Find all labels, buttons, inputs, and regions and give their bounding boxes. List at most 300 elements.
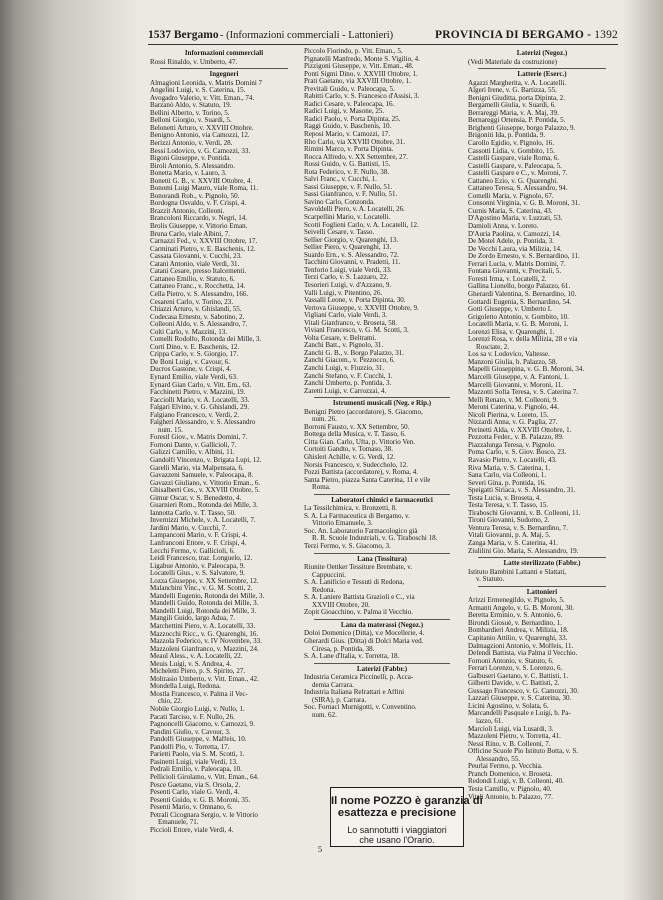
section-divider [314, 663, 450, 664]
directory-entry: Marchettini Piero, v. A. Locatelli, 33. [150, 623, 256, 631]
province-name: PROVINCIA DI BERGAMO - [434, 29, 592, 41]
directory-entry: Salvi Franc., v. Cucchi, 1. [304, 176, 377, 184]
directory-entry: R. R. Scuole Industriali, v. G. Tiraboschi 18. [312, 535, 438, 543]
directory-entry: Galizzi Camillo, v. Albini, 11. [150, 449, 235, 457]
directory-entry: Meroni Caterina, v. Pignolo, 44. [468, 404, 559, 412]
directory-entry: Leidi Francesco, traz. Longuelo, 12. [150, 555, 253, 563]
directory-entry: Gandolfi Vincenzo, v. Brigata Lupi, 12. [150, 456, 262, 464]
directory-entry: Cattaneo Emilio, v. Statuto, 6. [150, 275, 235, 283]
directory-entry: Rosciate, 2. [476, 343, 510, 351]
directory-entry: Bonetta Mario, v. Lauro, 3. [150, 170, 227, 178]
directory-entry: La Tessilchimica, v. Bronzetti, 8. [304, 505, 397, 513]
directory-entry: Damioli Anna, v. Loreto. [468, 223, 539, 231]
directory-entry: Fornoni Dante, v. Gallicioli, 7. [150, 441, 237, 449]
directory-entry: Catani Antonio, viale Verdi, 31. [150, 260, 240, 268]
directory-entry: Soc. An. Laboratorio Farmacologico già [304, 527, 418, 535]
directory-entry: Testa Camillo, v. Pignolo, 40. [468, 785, 552, 793]
directory-entry: Piazzalunga Teresa, v. Pignolo. [468, 441, 556, 449]
directory-entry: Bonorandi Rob., v. Pignolo, 50. [150, 192, 240, 200]
directory-entry: Tenforio Luigi, viale Verdi, 33. [304, 266, 392, 274]
directory-entry: De Motel Adele, p. Pontida, 3. [468, 238, 554, 246]
directory-entry: Cattaneo Ezio, v. G. Quarenghi. [468, 177, 558, 185]
directory-entry: Rho Carlo, via XXVIII Ottobre, 31. [304, 138, 405, 146]
directory-entry: Crippa Carlo, v. S. Giorgio, 17. [150, 351, 239, 359]
directory-entry: Ziulilini Gio. Maria, S. Alessandro, 19. [468, 547, 579, 555]
directory-entry: num. 62. [312, 711, 337, 719]
directory-entry: Bellini Alberto, v. Torino, 5. [150, 109, 230, 117]
directory-entry: Raggi Guido, v. Baschenis, 10. [304, 123, 392, 131]
directory-entry: Cassotti Lidia, v. Gombito, 15. [468, 147, 555, 155]
directory-entry: Lorenzi Rosa, v. della Milizia, 28 e via [468, 336, 578, 344]
directory-entry: Brancoloni Riccardo, v. Negri, 14. [150, 215, 247, 223]
directory-entry: Ponti Sigmi Dino, v. XXVIII Ottobre, 1. [304, 70, 418, 78]
directory-entry: Falgari Elvino, v. G. Ghislandi, 29. [150, 404, 249, 412]
directory-entry: S. A. Lane d'Italia, v. Torretta, 18. [304, 653, 400, 661]
directory-entry: Mondella Luigi, Redona. [150, 683, 221, 691]
directory-entry: Bordogna Osvaldo, v. F. Crispi, 4. [150, 200, 247, 208]
directory-entry: Mazzotti Sofia Teresa, v. S. Caterina 7. [468, 389, 579, 397]
directory-entry: Manzoni Giulia, b. Palazzo, 58. [468, 358, 558, 366]
directory-entry: Riunite Oettker Tessiture Brembate, v. [304, 564, 413, 572]
directory-entry: Arizzi Ermenegildo, v. Pignolo, 5. [468, 597, 565, 605]
directory-entry: Armanti Angelo, v. G. B. Moroni, 30. [468, 604, 575, 612]
directory-entry: (Vedi Materiale da costruzione) [468, 58, 558, 66]
directory-entry: Micheletti Piero, p. S. Spirito, 27. [150, 668, 246, 676]
directory-entry: Scotti Foglieni Carlo, v. A. Locatelli, 12. [304, 221, 419, 229]
directory-entry: Gavazzeni Samuele, v. Paleocapa, 8. [150, 472, 254, 480]
directory-entry: Citta Gian. Carlo, Ufta, p. Vittorio Ven. [304, 438, 416, 446]
directory-entry: Rota Federico, v. F. Nullo, 38. [304, 168, 390, 176]
directory-entry: Rabitti Carlo, v. S. Francesco d'Assisi, 3. [304, 93, 420, 101]
directory-entry: Bombardieri Andrea, v. Milizia, 18. [468, 627, 569, 635]
ad-line-2: esattezza e precisione [337, 807, 457, 819]
directory-entry: Tiraboschi Giovanni, v. B. Colleoni, 11. [468, 509, 581, 517]
directory-entry: Bernareggi Ortensia, P. Pontida, 5. [468, 117, 566, 125]
directory-entry: Gussago Francesco, v. G. Camozzi, 30. [468, 687, 579, 695]
directory-entry: Pasinetti Luigi, viale Verdi, 13. [150, 758, 238, 766]
directory-entry: Lorenzi Elisa, v. Quarenghi, 1. [468, 328, 555, 336]
section-heading: Istrumenti musicali (Neg. e Rip.) [332, 399, 432, 408]
directory-entry: Catani Cesare, presso Italcementi. [150, 268, 247, 276]
ad-line-3: Lo sannotutti i viaggiatori [347, 825, 447, 835]
directory-entry: Zanchi G. B., v. Borgo Palazzo, 31. [304, 349, 405, 357]
directory-entry: Redondi Luigi, v. B. Colleoni, 40. [468, 778, 564, 786]
directory-entry: Castelli Gaspare e C., v. Moroni, 7. [468, 170, 568, 178]
directory-entry: Birondi Giosuè, v. Bernardino, 1. [468, 619, 562, 627]
directory-entry: Tesorieri Luigi, v. d'Azzano, 9. [304, 281, 392, 289]
page-header [148, 28, 618, 45]
directory-entry: Redona. [312, 586, 336, 594]
directory-entry: Bergamelli Giulia, v. Suardi, 6. [468, 102, 556, 110]
directory-entry: Zaretti Luigi, v. Carrozzai, 4. [304, 387, 387, 395]
directory-entry: Guarnieri Rom., Rotonda dei Mille, 3. [150, 502, 258, 510]
directory-entry: Chiazzi Arturo, v. Ghislandi, 55. [150, 306, 242, 314]
directory-entry: Pignatelli Manfredo, Monte S. Vigilio, 4. [304, 55, 420, 63]
directory-entry: Terzi Fermo, v. S. Giacomo, 3. [304, 543, 391, 550]
directory-entry: Perinetti Alda, v. XXVIII Ottobre, 1. [468, 426, 572, 434]
directory-entry: Consonni Virginia, v. G. B. Moroni, 31. [468, 200, 581, 208]
directory-entry: Terzi Carlo, v. S. Lazzaro, 22. [304, 274, 389, 282]
directory-entry: Mostla Francesco, v. Palma il Vec- [150, 690, 248, 698]
directory-entry: Defendi Battista, via Palma il Vecchio. [468, 650, 578, 658]
directory-entry: Benigni Giuditta, porta Dipinta, 2. [468, 94, 565, 102]
directory-entry: num. 15. [158, 426, 183, 434]
section-heading: Ingegneri [209, 70, 239, 79]
directory-entry: Rocca Alfredo, v. XX Settembre, 27. [304, 153, 408, 161]
directory-entry: S. A. Laniere Battista Grazioli e C., via [304, 594, 415, 602]
directory-entry: Curnis Maria, S. Caterina, 43. [468, 207, 553, 215]
directory-entry: demia Carrara. [312, 681, 354, 689]
directory-entry: Mangili Guido, largo Adua, 7. [150, 615, 236, 623]
directory-entry: Ferrari Lucia, v. Matris Domini, 7. [468, 260, 566, 268]
directory-entry: Mapelli Giuseppina, v. G. B. Moroni, 34. [468, 366, 585, 374]
directory-entry: Pagnoncelli Giacomo, v. Camozzi, 9. [150, 721, 255, 729]
directory-entry: Zanchi Stefano, v. F. Cucchi, 1. [304, 372, 393, 380]
directory-entry: Vitali Giovanni, p. A. Maj, 5. [468, 532, 551, 540]
directory-entry: Pedrali Emilio, v. Paleocapa, 10. [150, 766, 242, 774]
column-2 [304, 48, 460, 894]
directory-entry: Berizzi Antonio, v. Verdi, 28. [150, 140, 233, 148]
directory-entry: Forestl Giov., v. Matris Domini, 7. [150, 434, 248, 442]
directory-entry: Pacati Tarciso, v. F. Nullo, 26. [150, 713, 235, 721]
directory-entry: Nizzardi Anna, v. G. Paglia, 27. [468, 419, 558, 427]
page-edge-shadow-right [623, 0, 663, 900]
directory-entry: Zanchi Batt., v. Pignolo, 31. [304, 342, 384, 350]
directory-entry: Vivianl Francesco, v. G. M. Scotti, 3. [304, 327, 409, 335]
directory-entry: Codecasa Ernesto, v. Sabotino, 2. [150, 313, 245, 321]
directory-entry: Benigni Pietro (accordatore), S. Giacomo, [304, 408, 423, 416]
directory-entry: Vigliani Carlo, viale Verdi, 3. [304, 312, 388, 320]
page-edge-shadow [0, 0, 140, 900]
directory-entry: Gotti Giuseppe, v. Umberto I. [468, 306, 552, 314]
directory-entry: Reposi Mario, v. Camozzi, 17. [304, 131, 391, 139]
directory-entry: Officine Scuole Pio Istituto Botta, v. S. [468, 748, 579, 756]
directory-entry: Prati Gaetano, via XXVIII Ottobre, 1. [304, 78, 411, 86]
ad-line-4: che usano l'Orario. [359, 835, 435, 845]
section-divider [160, 68, 288, 69]
directory-entry: Savino Carlo, Conzonda. [304, 198, 375, 206]
directory-entry: Gavazzi Giuliano, v. Vittorio Eman., 6. [150, 479, 261, 487]
directory-entry: Pozzi Battista (accordatore), v. Roma, 4. [304, 469, 419, 477]
directory-entry: S. A. Lanificio e Tessuti di Redona, [304, 579, 405, 587]
directory-entry: Bruna Carlo, viale Albini, 7. [150, 230, 231, 238]
directory-entry: Cortoiti Gandto, v. Tomaso, 38. [304, 446, 393, 454]
directory-entry: Ventura Teresa, v. S. Bernardino, 7. [468, 524, 568, 532]
section-heading: Lattonieri [526, 587, 558, 596]
directory-entry: Comelli Maria, v. Pignolo, 67. [468, 192, 554, 200]
directory-entry: Bigoni Giuseppe, v. Pontida. [150, 155, 231, 163]
directory-entry: De Zordo Ernesto, v. S. Bernardino, 11. [468, 253, 580, 261]
directory-entry: Falgheri Alessandro, v. S. Alessandro [150, 419, 256, 427]
directory-entry: Facciolli Mario, v. A. Locatelli, 33. [150, 396, 250, 404]
directory-entry: Bonetti G. B., v. XXVIII Ottobre, 4. [150, 177, 253, 185]
directory-entry: Agazzi Margherita, v. A. Locatelli. [468, 79, 567, 87]
directory-entry: Grigoletto Antonio, v. Gombito, 10. [468, 313, 569, 321]
directory-entry: Sassi Gianfranco, v. F. Nullo, 51. [304, 191, 398, 199]
directory-entry: Mandelli Guido, Rotonda dei Mille, 3. [150, 600, 259, 608]
directory-entry: lazzo, 61. [476, 718, 504, 726]
directory-entry: Gimur Oscar, v. S. Benedetto, 4. [150, 494, 242, 502]
section-divider [478, 68, 606, 69]
directory-entry: Lozza Giuseppe, v. XX Settembre, 12. [150, 577, 259, 585]
directory-entry: Poma Carlo, v. S. Giov. Bosco, 23. [468, 449, 567, 457]
directory-entry: Industria Italiana Refrattari e Affini [304, 689, 405, 697]
directory-entry: Industria Ceramica Piccinelli, p. Acca- [304, 674, 414, 682]
directory-entry: Carollo Egidio, v. Pignolo, 16. [468, 140, 555, 148]
section-heading: Laterizi (Fabbr.) [356, 664, 408, 673]
directory-entry: Emanuele, 71. [158, 819, 199, 827]
directory-entry: Peurlai Fermo, p. Vecchia. [468, 763, 543, 771]
directory-entry: Radici Cesare, v. Paleocapa, 16. [304, 100, 395, 108]
directory-entry: Zanchi Luigi, v. Fiuzzio, 31. [304, 364, 385, 372]
section-heading: Informazioni commerciali [184, 49, 264, 57]
column-1 [150, 48, 298, 894]
section-heading: Laterizi (Negoz.) [516, 49, 568, 57]
section-divider [314, 494, 450, 495]
directory-entry: Marcioli Luigi, via Lusardi, 3. [468, 725, 554, 733]
directory-entry: Gherardi Gius. (Ditta) di Dolci Maria ved. [304, 638, 424, 646]
directory-entry: Avogadro Valerio, v. Vitt. Eman., 74. [150, 94, 255, 102]
directory-entry: Ducros Gastone, v. Crispi, 4. [150, 366, 232, 374]
directory-entry: Locatelli Maria, v. G. B. Moroni, 1. [468, 321, 569, 329]
directory-entry: Pesenti Carlo, viale G. Verdi, 4. [150, 789, 240, 797]
directory-entry: Jardini Mario, v. Cucchi, 7. [150, 524, 228, 532]
directory-entry: Mazzocchi Ricc., v. G. Quarenghi, 16. [150, 630, 259, 638]
directory-entry: Pandolfi Giuseppe, v. Maffeis, 10. [150, 736, 247, 744]
directory-entry: Belonetti Arturo, v. XXVIII Ottobre. [150, 124, 254, 132]
directory-entry: Cattaneo Teresa, S. Alessandro, 94. [468, 185, 568, 193]
footer-number: 5 [318, 845, 322, 854]
header-year: 1392 [594, 29, 618, 41]
directory-entry: Cella Pietro, v. S. Alessandro, 166. [150, 290, 249, 298]
directory-entry: Lazzari Giuseppe, v. S. Caterina, 30. [468, 695, 572, 703]
ad-line-1: Il nome POZZO è garanzia di [331, 795, 483, 807]
directory-entry: Meaul Aless., v. A. Locatelli, 22. [150, 653, 243, 661]
directory-entry: Falgiano Francesco, v. Verdi, 2. [150, 411, 240, 419]
directory-entry: Meuis Luigi, v. S. Andrea, 4. [150, 660, 232, 668]
directory-entry: Cesareni Carlo, v. Torino, 23. [150, 298, 234, 306]
directory-entry: Colleoni Aldo, v. S. Alessandro, 7. [150, 321, 248, 329]
section-divider [478, 557, 606, 558]
section-divider [314, 553, 450, 554]
directory-entry: Nobile Giorgio Luigi, v. Nullo, 1. [150, 706, 245, 714]
directory-entry: Fontana Giovanni, v. Precitali, 5. [468, 268, 562, 276]
directory-entry: Eynard Emilio, viale Verdi, 63. [150, 373, 238, 381]
directory-entry: Petrali Cicognara Sergio, v. le Vittorio [150, 811, 258, 819]
section-heading: Latte sterilizzato (Fabbr.) [503, 559, 581, 568]
directory-entry: Los sa v. Lodovico, Valtesse. [468, 351, 550, 359]
directory-entry: Vitali Antonio, b. Palazzo, 77. [468, 793, 553, 801]
directory-entry: Vertova Giuseppe, v. XXVIII Ottobre, 9. [304, 304, 419, 312]
directory-entry: Bessi Lodovico, v. G. Camozzi, 33. [150, 147, 251, 155]
directory-entry: S. A. La Farmaceutica di Bergamo, v. [304, 512, 410, 520]
directory-entry: Almagioni Leonida, v. Matris Domini 7 [150, 79, 263, 87]
directory-entry: Ghisalberti Ces., v. XXVIII Ottobre, 5. [150, 487, 260, 495]
directory-entry: Sassi Giuseppe, v. F. Nullo, 51. [304, 183, 393, 191]
directory-entry: Brigoniti Ida, p. Pontida, 9. [468, 132, 546, 140]
directory-entry: Zanga Maria, v. S. Caterina, 41. [468, 540, 558, 547]
directory-entry: Benigno Antonio, via Camozzi, 12. [150, 132, 250, 140]
directory-entry: Pellicioli Girolamo, v. Vitt. Eman., 64. [150, 773, 259, 781]
directory-entry: Garelli Mario, via Malpensata, 6. [150, 464, 244, 472]
directory-entry: Norsis Francesco, v. Sudeccholo, 12. [304, 461, 409, 469]
directory-entry: Piccolo Fiorindo, p. Vitt. Eman., 5. [304, 48, 403, 55]
directory-entry: D'Auria Paolina, v. Camozzi, 14. [468, 230, 561, 238]
directory-entry: Mazzoleni Pietro, v. Torretta, 41. [468, 733, 561, 741]
directory-entry: Foresti Irma, v. Locatelli, 2. [468, 275, 547, 283]
directory-entry: Severi Gina, p. Pontida, 16. [468, 479, 546, 487]
directory-entry: Riva Maria, v. S. Caterina, 1. [468, 464, 551, 472]
directory-entry: Testa Teresa, v. T. Tasso, 15. [468, 502, 549, 510]
directory-entry: Brolis Giuseppe, v. Vittorio Eman. [150, 223, 248, 231]
directory-entry: Parietti Paolo, via S. M. Scotti, 1. [150, 751, 245, 759]
directory-entry: Previtali Guido, v. Paleocapa, 5. [304, 85, 395, 93]
directory-entry: Borroni Fausto, v. XX Settembre, 50. [304, 423, 410, 431]
directory-entry: Cassata Giovanni, v. Cucchi, 23. [150, 253, 242, 261]
directory-entry: Istituto Bambini Lattanti e Slattati, [468, 568, 567, 576]
directory-entry: Nicoli Pierina, v. Loreto, 15. [468, 411, 549, 419]
directory-entry: Fornoni Antonio, v. Statuto, 6. [468, 657, 554, 665]
directory-entry: Cappuccini. [312, 571, 346, 579]
directory-entry: Roma. [312, 484, 331, 492]
directory-entry: Valli Luigi, v. Pitentino, 26. [304, 289, 383, 297]
directory-entry: Castelli Gaspare, viale Roma, 6. [468, 155, 559, 163]
directory-entry: Corti Dino, v. E. Baschenis, 12. [150, 343, 240, 351]
section-divider [478, 586, 606, 587]
directory-entry: Brazzit Antonio, Colleoni. [150, 207, 225, 215]
column-3 [468, 48, 616, 894]
directory-entry: Tironi Giovanni, Sudorno, 2. [468, 517, 550, 525]
directory-entry: Mazzoleni Gianfranco, v. Mazzini, 24. [150, 645, 259, 653]
directory-entry: Biroli Antonio, S. Alessandro. [150, 162, 235, 170]
directory-entry: Marcelli Giuseppe, v. A. Fantoni, 1. [468, 373, 569, 381]
directory-entry: Soc. Fornaci Murnigotti, v. Conventino. [304, 704, 417, 712]
directory-entry: Lecchi Fermo, v. Gallicioli, 6. [150, 547, 235, 555]
province-title [435, 29, 618, 41]
directory-entry: Galbuseri Gaetano, v. C. Battisti, 1. [468, 672, 569, 680]
directory-entry: XXVIII Ottobre, 20. [312, 601, 370, 609]
directory-entry: Castelli Gaspare, v. Paleocapa, 5. [468, 162, 562, 170]
directory-entry: Pesenti Guido, v. G. B. Moroni, 35. [150, 796, 251, 804]
section-divider [314, 397, 450, 398]
directory-entry: De Boni Luigi, v. Cavour, 6. [150, 358, 231, 366]
directory-entry: Pizzigoni Giuseppe, v. Vitt. Eman., 48. [304, 63, 414, 71]
directory-entry: Pandolfi Pio, v. Torretta, 17. [150, 743, 230, 751]
directory-entry: Ravasio Pietro, v. Locatelli, 43. [468, 456, 557, 464]
directory-entry: chio, 22. [158, 698, 183, 706]
directory-entry: Angelini Luigi, v. S. Caterina, 15. [150, 87, 246, 95]
directory-entry: Invernizzi Michele, v. A. Locatelli, 7. [150, 517, 256, 525]
directory-entry: Volta Cesare, v. Beltrami. [304, 334, 377, 342]
directory-entry: Bonomi Luigi Mauro, viale Roma, 11. [150, 185, 259, 193]
directory-entry: Nessi Rino, v. B. Colleoni, 7. [468, 740, 551, 748]
directory-entry: Carnazzi Fed., v. XXVIII Ottobre, 17. [150, 238, 258, 246]
directory-entry: Cattaneo Franc., v. Rocchetta, 14. [150, 283, 246, 291]
directory-entry: Comelli Rodolfo, Rotonda dei Mille, 3. [150, 336, 262, 344]
directory-entry: Colti Carlo, v. Mazzini, 13. [150, 328, 228, 336]
directory-entry: Iannotta Carlo, v. T. Tasso, 50. [150, 509, 236, 517]
directory-entry: Bottega della Musica, v. T. Tasso, 6. [304, 431, 406, 439]
directory-entry: Ligabue Antonio, v. Paleocapa, 9. [150, 562, 246, 570]
directory-entry: Belloni Giorgio, v. Suardi, 5. [150, 117, 232, 125]
directory-entry: Mazzola Federico, v. IV Novembre, 33. [150, 638, 262, 646]
section-heading: Latterie (Eserc.) [517, 70, 567, 79]
directory-entry: Rossi Rinaldo, v. Umberto, 47. [150, 58, 238, 66]
directory-entry: Pandini Giulio, v. Cavour, 3. [150, 728, 231, 736]
directory-entry: Beretta Erminio, v. S. Antonio, 6. [468, 612, 563, 620]
directory-entry: num. 26. [312, 416, 337, 424]
directory-entry: Lampanconi Mario, v. F. Crispi, 4. [150, 532, 248, 540]
directory-entry: Malanchini Vinc., v. G. M. Scotti, 2. [150, 585, 253, 593]
directory-entry: Marcelli Giovanni, v. Moroni, 11. [468, 381, 564, 389]
directory-entry: Ciresa, p. Pontida, 38. [312, 645, 375, 653]
directory-entry: Sellier Piero, v. Quarenghi, 13. [304, 244, 392, 252]
directory-entry: Doloi Domenico (Ditta), v.e Mocellerie, 4. [304, 630, 425, 638]
directory-entry: Rossi Guido, v. G. Battisti, 15. [304, 161, 391, 169]
directory-entry: Moltrasio Umberto, v. Vitt. Eman., 42. [150, 675, 259, 683]
directory-entry: Radici Luigi, v. Masone, 25. [304, 108, 385, 116]
directory-entry: Eynard Gian Carlo, v. Vitt. Em., 63. [150, 381, 252, 389]
pozzo-advertisement [330, 787, 483, 847]
header-subtitle: - (Informazioni commerciali - Lattonieri) [220, 30, 394, 41]
directory-entry: Piccioli Ettore, viale Verdi, 4. [150, 826, 234, 834]
directory-entry: Alessandro, 55. [476, 755, 521, 763]
section-heading: Lana da materassi (Negoz.) [340, 620, 424, 629]
directory-entry: Gilberti Davide, v. C. Battisti, 2. [468, 680, 560, 688]
directory-entry: Tacchini Giovanni, v. Pradetti, 11. [304, 259, 401, 267]
directory-entry: Santa Pietro, piazza Santa Caterina, 11 e vile [304, 476, 431, 484]
directory-entry: Facchinetti Pietro, v. Mazzini, 19. [150, 389, 246, 397]
directory-entry: Sana Carlo, via Colleoni, 1. [468, 472, 547, 480]
directory-entry: Ghisleri Achille, v. G. Verdi, 12. [304, 453, 396, 461]
page-number: 1537 Bergamo [148, 29, 219, 41]
directory-entry: Licini Agostino, v. Solata, 6. [468, 702, 549, 710]
directory-entry: Capitanio Attilio, v. Quarenghi, 33. [468, 635, 568, 643]
directory-entry: Locatelli Gius., v. S. Salvatore, 9. [150, 570, 245, 578]
directory-entry: Dalmagzioni Antonio, v. Moffeis, 11. [468, 642, 574, 650]
section-heading: Laboratori chimici e farmaceutici [331, 495, 433, 504]
directory-entry: Speigatti Siriaca, v. S. Alessandro, 31. [468, 487, 576, 495]
directory-entry: Seivelli Cesare, v. Tasso. [304, 229, 375, 237]
directory-entry: Zanchi Umberto, p. Pontida, 3. [304, 380, 392, 388]
directory-entry: Brighenti Giuseppe, borgo Palazzo, 9. [468, 124, 576, 132]
directory-entry: Pranch Domenico, v. Broseta. [468, 770, 553, 778]
directory-entry: Carminati Pietro, v. E. Baschenis, 12. [150, 245, 256, 253]
directory-entry: Zanchi Giacom., v. Pezzocco, 6. [304, 357, 395, 365]
directory-entry: Gottardi Eugenia, S. Bernardino, 54. [468, 298, 572, 306]
section-divider [314, 619, 450, 620]
directory-entry: Mandelli Luigi, Rotonda dei Mille, 3. [150, 607, 257, 615]
directory-entry: Pesce Gaetano, via S. Orsola, 2. [150, 781, 241, 789]
directory-entry: (SIRA), p. Carrara. [312, 696, 367, 704]
directory-entry: Pezzotta Feder., v. B. Palazzo, 89. [468, 434, 564, 442]
directory-entry: Vassalli Leone, v. Porta Dipinta, 30. [304, 297, 406, 305]
directory-entry: Gherardi Valentina, S. Bernardino, 10. [468, 290, 577, 298]
directory-entry: Testa Lucia, v. Broseta, 4. [468, 494, 542, 502]
directory-entry: Gallina Lionello, borgo Palazzo, 61. [468, 283, 571, 291]
directory-entry: De Vecchi Laura, via Milizia, 14. [468, 245, 562, 253]
directory-entry: Marcandelli Pasquale e Luigi, b. Pa- [468, 710, 571, 718]
directory-entry: Barzanò Aldo, v. Statuto, 19. [150, 102, 232, 110]
directory-entry: v. Statuto. [476, 576, 505, 584]
directory-entry: Savoldelli Piero, v. A. Locatelli, 26. [304, 206, 405, 214]
directory-entry: Mandelli Eugenio, Rotonda dei Mille, 3. [150, 592, 265, 600]
directory-entry: Lanfranconi Ettore, v. F. Crispi, 4. [150, 540, 247, 547]
directory-entry: Pesenti Mario, v. Omnano, 6. [150, 804, 233, 812]
section-heading: Lana (Tessitura) [357, 554, 407, 563]
directory-entry: Radici Paolo, v. Porta Dipinta, 25. [304, 115, 401, 123]
directory-entry: Rimini Marco, v. Porta Dipinta. [304, 146, 394, 154]
